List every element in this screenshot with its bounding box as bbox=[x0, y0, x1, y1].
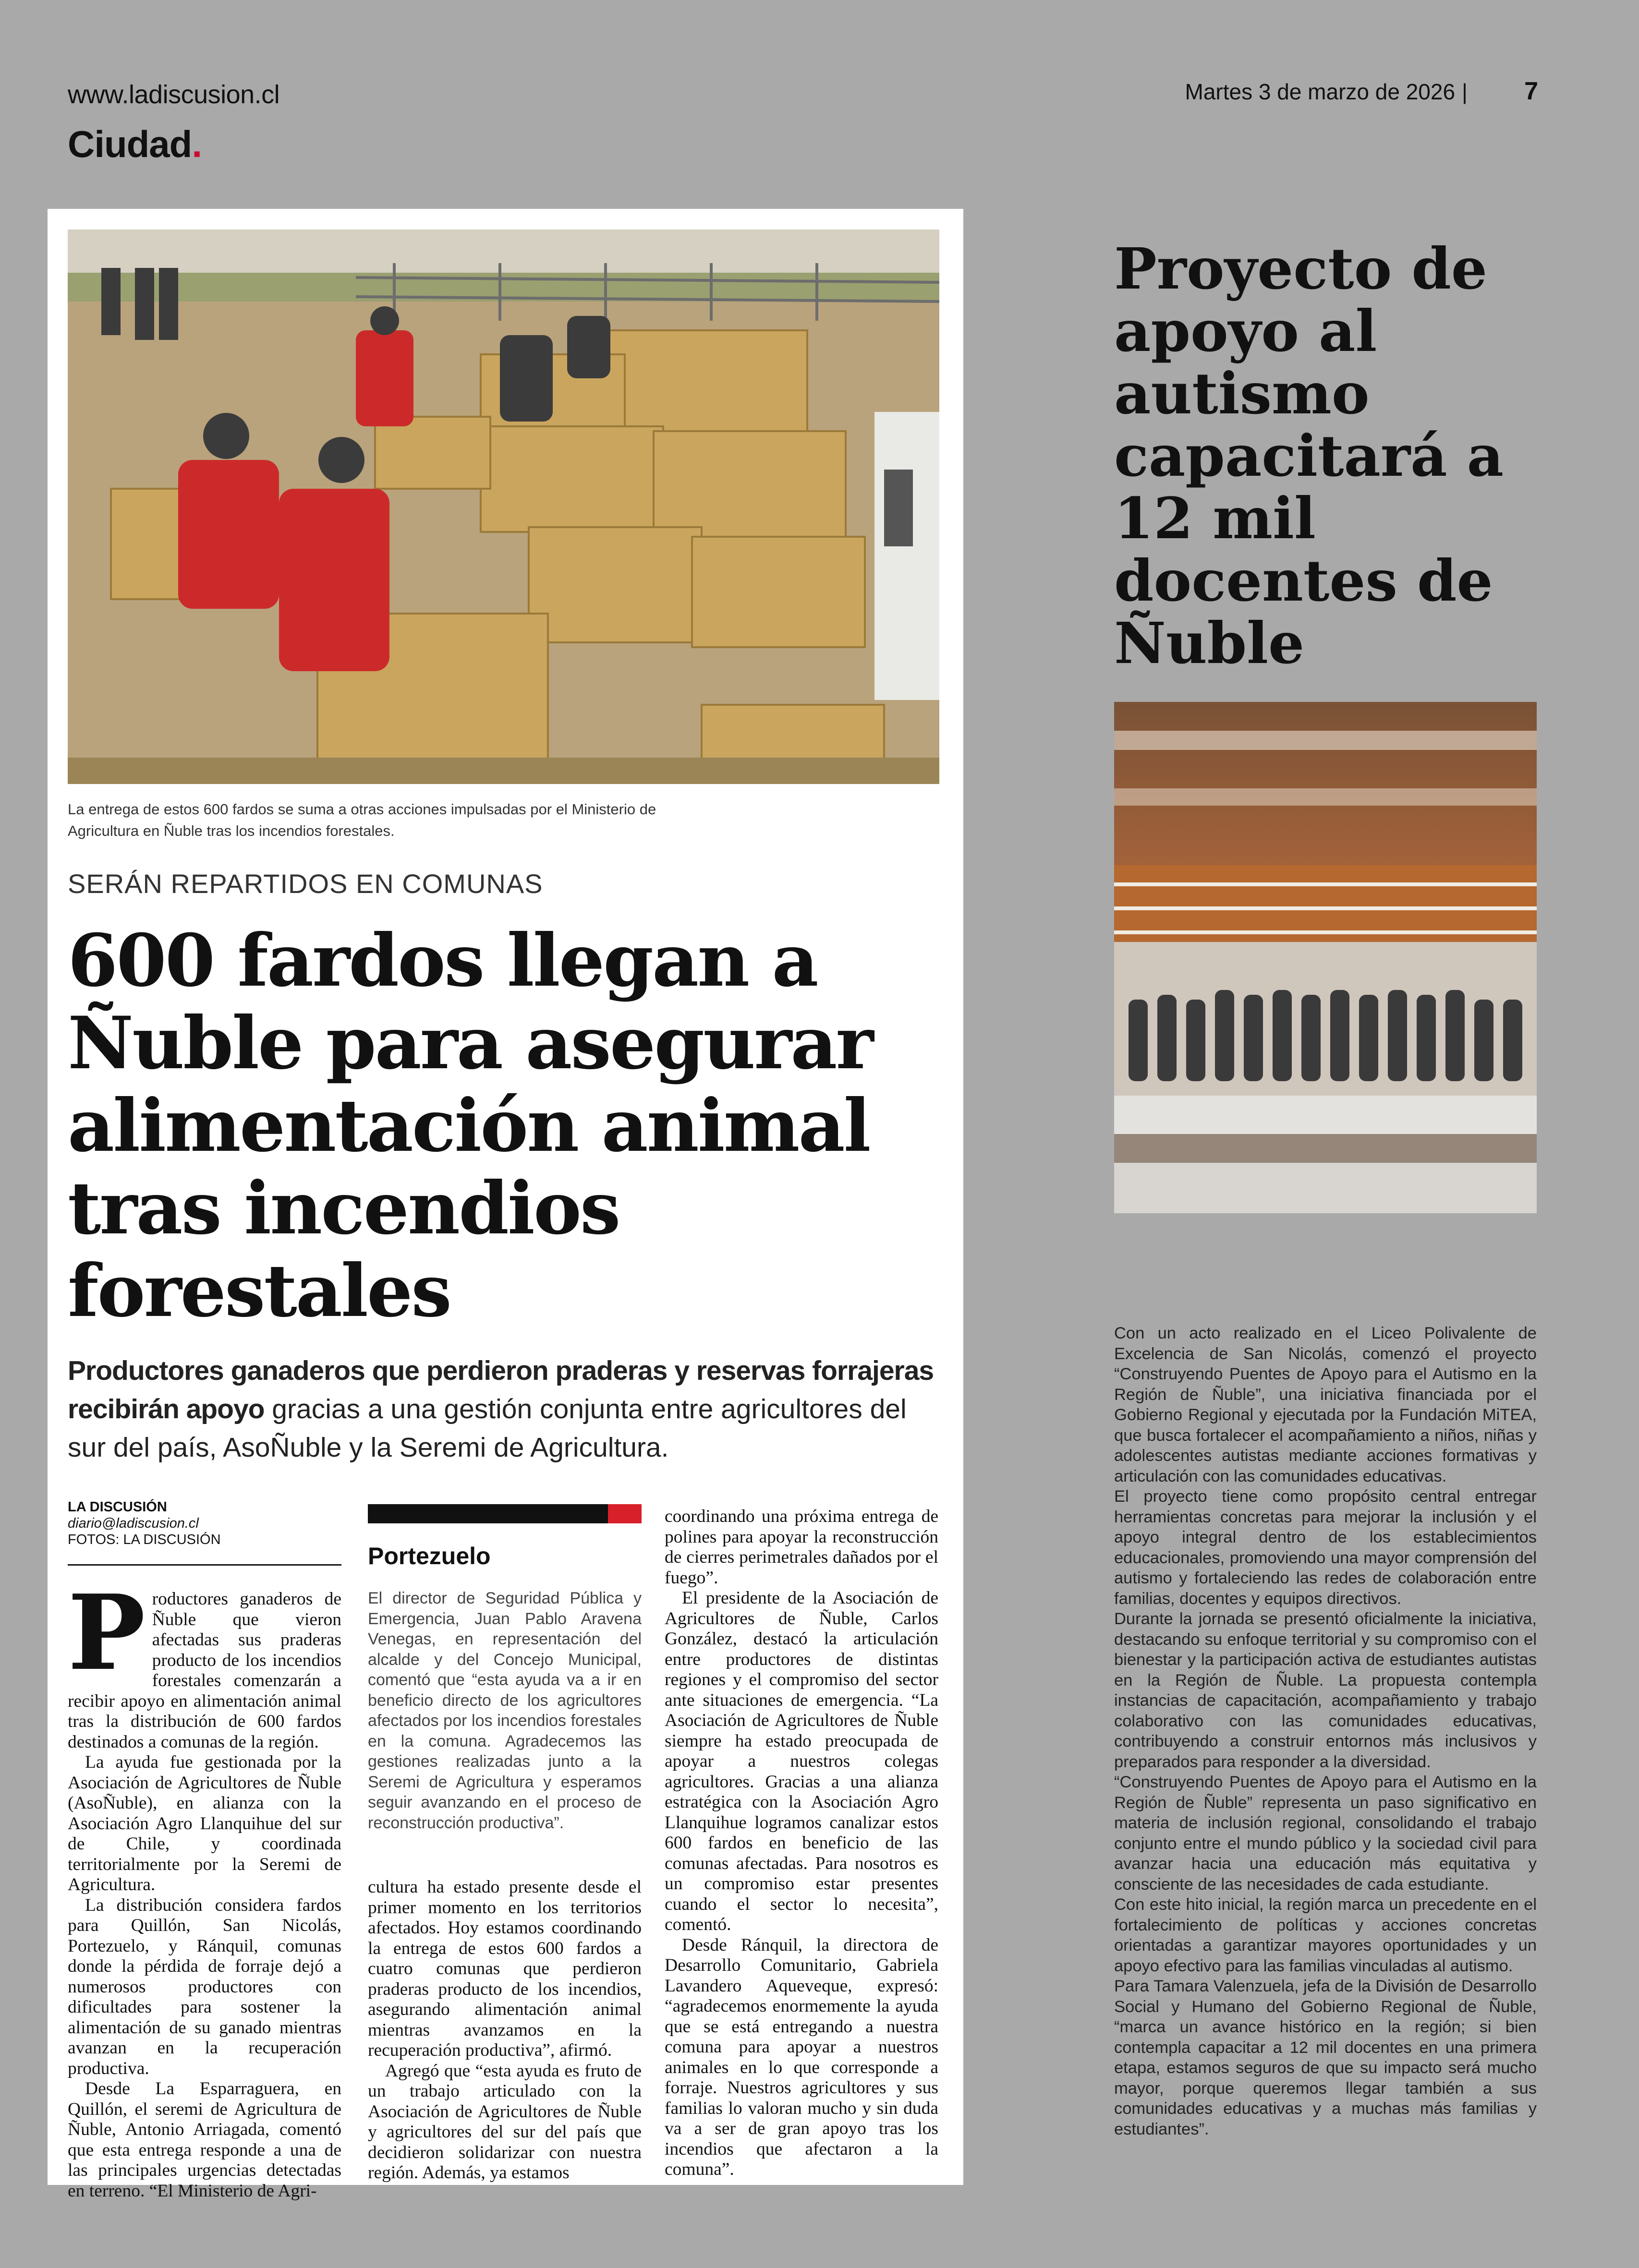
side-paragraph-1: Con un acto realizado en el Liceo Polivalente de Excelencia de San Nicolás, comenzó el proyecto “Construyendo Puentes de Apoyo para el Autismo en la Región de Ñuble”, una iniciativa financiada por el Gobierno Regional y ejecutada por la Fundación MiTEA, que busca fortalecer el acompañamiento a niños, niñas y adolescentes autistas mediante acciones formativas y articulación con las comunidades educativas. bbox=[1114, 1324, 1537, 1485]
sidebar-box-bar bbox=[368, 1504, 642, 1523]
sidebar-box-title: Portezuelo bbox=[368, 1543, 491, 1569]
issue-date bbox=[1185, 79, 1479, 105]
hay-bales-photo bbox=[68, 229, 939, 784]
group-photo bbox=[1114, 702, 1537, 1213]
page-number: 7 bbox=[1524, 77, 1538, 105]
date-text: Martes 3 de marzo de 2026 bbox=[1185, 79, 1456, 104]
lead-text: roductores ganaderos de Ñuble que vieron afectadas sus praderas producto de los incendios forestales comenzarán a recibir apoyo en alimentación animal tras la distribución de 600 fardos destinados a comunas de la región. bbox=[68, 1589, 341, 1752]
date-separator: | bbox=[1462, 79, 1468, 104]
byline-author: LA DISCUSIÓN bbox=[68, 1499, 167, 1515]
col2-paragraph-2: Agregó que “esta ayuda es fruto de un trabajo articulado con la Asociación de Agricultores de Ñuble y agricultores del sur del país que decidieron solidarizar con nuestra región. Además, ya estamos bbox=[368, 2061, 642, 2183]
group-photo-illustration bbox=[1114, 702, 1537, 1213]
side-paragraph-6: Para Tamara Valenzuela, jefa de la División de Desarrollo Social y Humano del Gobierno Regional de Ñuble, “marca un avance histórico en la región; si bien contempla capacitar a 12 mil docentes en una primera etapa, estamos seguros de que su impacto será mucho mayor, porque queremos llegar también a sus comunidades educativas y a muchas más familias y estudiantes”. bbox=[1114, 1977, 1537, 2138]
col3-paragraph-3: Desde Ránquil, la directora de Desarrollo Comunitario, Gabriela Lavandero Aqueveque, expresó: “agradecemos enormemente la ayuda que se está entregando a nuestra comuna para apoyar a nuestros animales en lo que corresponde a forraje. Nuestros agricultores y sus familias lo valoran mucho y sin duda va a ser de gran apoyo tras los incendios que afectaron a la comuna”. bbox=[665, 1935, 938, 2179]
col1-paragraph-2: La ayuda fue gestionada por la Asociación de Agricultores de Ñuble (AsoÑuble), en alianza con la Asociación Agro Llanquihue del sur de Chile, y coordinada territorialmente por la Seremi de Agricultura. bbox=[68, 1752, 341, 1894]
article-column-1 bbox=[68, 1572, 341, 2201]
side-paragraph-3: Durante la jornada se presentó oficialmente la iniciativa, destacando su enfoque territorial y su compromiso con el bienestar y la participación activa de estudiantes autistas en la Región de Ñuble. La propuesta contempla instancias de capacitación, acompañamiento y trabajo colaborativo con las comunidades educativas, contribuyendo a construir entornos más inclusivos y preparados para responder a la diversidad. bbox=[1114, 1610, 1537, 1771]
hay-bales-illustration bbox=[68, 229, 939, 784]
section-dot: . bbox=[192, 123, 202, 165]
article-deck bbox=[68, 1351, 947, 1467]
photo-caption: La entrega de estos 600 fardos se suma a otras acciones impulsadas por el Ministerio de Agricultura en Ñuble tras los incendios forestales. bbox=[68, 801, 656, 839]
col2-paragraph-1: cultura ha estado presente desde el primer momento en los territorios afectados. Hoy estamos coordinando la entrega de estos 600 fardos a cuatro comunas que perdieron praderas producto de los incendios, asegurando alimentación animal mientras avanzamos en la recuperación productiva”, afirmó. bbox=[368, 1877, 642, 2060]
lead-paragraph bbox=[68, 1572, 341, 1752]
article-column-3 bbox=[665, 1507, 938, 2180]
col1-paragraph-3: La distribución considera fardos para Quillón, San Nicolás, Portezuelo, y Ránquil, comunas donde la pérdida de forraje dejó a numerosos productores con dificultades para sostener la alimentación de su ganado mientras avanzan en la recuperación productiva. bbox=[68, 1895, 341, 2078]
site-url: www.ladiscusion.cl bbox=[68, 80, 280, 109]
col3-paragraph-2: El presidente de la Asociación de Agricultores de Ñuble, Carlos González, destacó la articulación entre productores de distintas regiones y el compromiso del sector ante situaciones de emergencia. “La Asociación de Agricultores de Ñuble siempre ha estado preocupada de apoyar a nuestros colegas agricultores. Gracias a una alianza estratégica con la Asociación Agro Llanquihue logramos canalizar estos 600 fardos en beneficio de las comunas afectadas. Para nosotros es un compromiso estar presentes cuando el sector lo necesita”, comentó. bbox=[665, 1588, 938, 1934]
byline-photos: FOTOS: LA DISCUSIÓN bbox=[68, 1532, 221, 1547]
byline bbox=[68, 1499, 284, 1548]
article-column-2 bbox=[368, 1877, 642, 2184]
side-article-body bbox=[1114, 1323, 1537, 2139]
byline-rule bbox=[68, 1564, 341, 1566]
byline-email: diario@ladiscusion.cl bbox=[68, 1516, 199, 1531]
side-article-headline: Proyecto de apoyo al autismo capacitará a 12 mil docentes de Ñuble bbox=[1114, 235, 1504, 676]
col3-paragraph-1: coordinando una próxima entrega de polines para apoyar la reconstrucción de cierres perimetrales dañados por el fuego”. bbox=[665, 1507, 938, 1588]
side-paragraph-5: Con este hito inicial, la región marca un precedente en el fortalecimiento de políticas y acciones concretas orientadas a garantizar mayores oportunidades y un apoyo efectivo para las familias vinculadas al autismo. bbox=[1114, 1895, 1537, 1975]
col1-paragraph-4: Desde La Esparraguera, en Quillón, el seremi de Agricultura de Ñuble, Antonio Arriagada, comentó que esta entrega responde a una de las principales urgencias detectadas en terreno. “El Ministerio de Agri- bbox=[68, 2079, 341, 2201]
drop-cap: P bbox=[68, 1572, 146, 1693]
article-kicker: SERÁN REPARTIDOS EN COMUNAS bbox=[68, 869, 543, 899]
sidebar-box-text: El director de Seguridad Pública y Emergencia, Juan Pablo Aravena Venegas, en representación del alcalde y del Concejo Municipal, comentó que “esta ayuda va a ir en beneficio directo de los agricultores afectados por los incendios forestales en la comuna. Agradecemos las gestiones realizadas junto a la Seremi de Agricultura y esperamos seguir avanzando en el proceso de reconstrucción productiva”. bbox=[368, 1589, 642, 1832]
sidebar-box-accent bbox=[608, 1504, 642, 1523]
article-headline: 600 fardos llegan a Ñuble para asegurar alimentación animal tras incendios forestales bbox=[68, 918, 873, 1333]
section-name: Ciudad bbox=[68, 123, 192, 165]
section-title bbox=[68, 122, 202, 166]
side-paragraph-4: “Construyendo Puentes de Apoyo para el Autismo en la Región de Ñuble” representa un paso significativo en materia de inclusión regional, consolidando el trabajo conjunto entre el mundo público y la sociedad civil para avanzar hacia una educación más equitativa y consciente de las necesidades de cada estudiante. bbox=[1114, 1773, 1537, 1894]
deck-bold: Productores ganaderos que perdieron praderas y reservas forrajeras recibirán apoyo bbox=[68, 1355, 934, 1424]
side-paragraph-2: El proyecto tiene como propósito central entregar herramientas concretas para mejorar la inclusión y el apoyo integral dentro de los establecimientos educacionales, promoviendo una mayor comprensión del autismo y fortaleciendo las redes de colaboración entre familias, docentes y equipos directivos. bbox=[1114, 1487, 1537, 1608]
deck-rest: gracias a una gestión conjunta entre agricultores del sur del país, AsoÑuble y la Seremi de Agricultura. bbox=[68, 1394, 907, 1463]
